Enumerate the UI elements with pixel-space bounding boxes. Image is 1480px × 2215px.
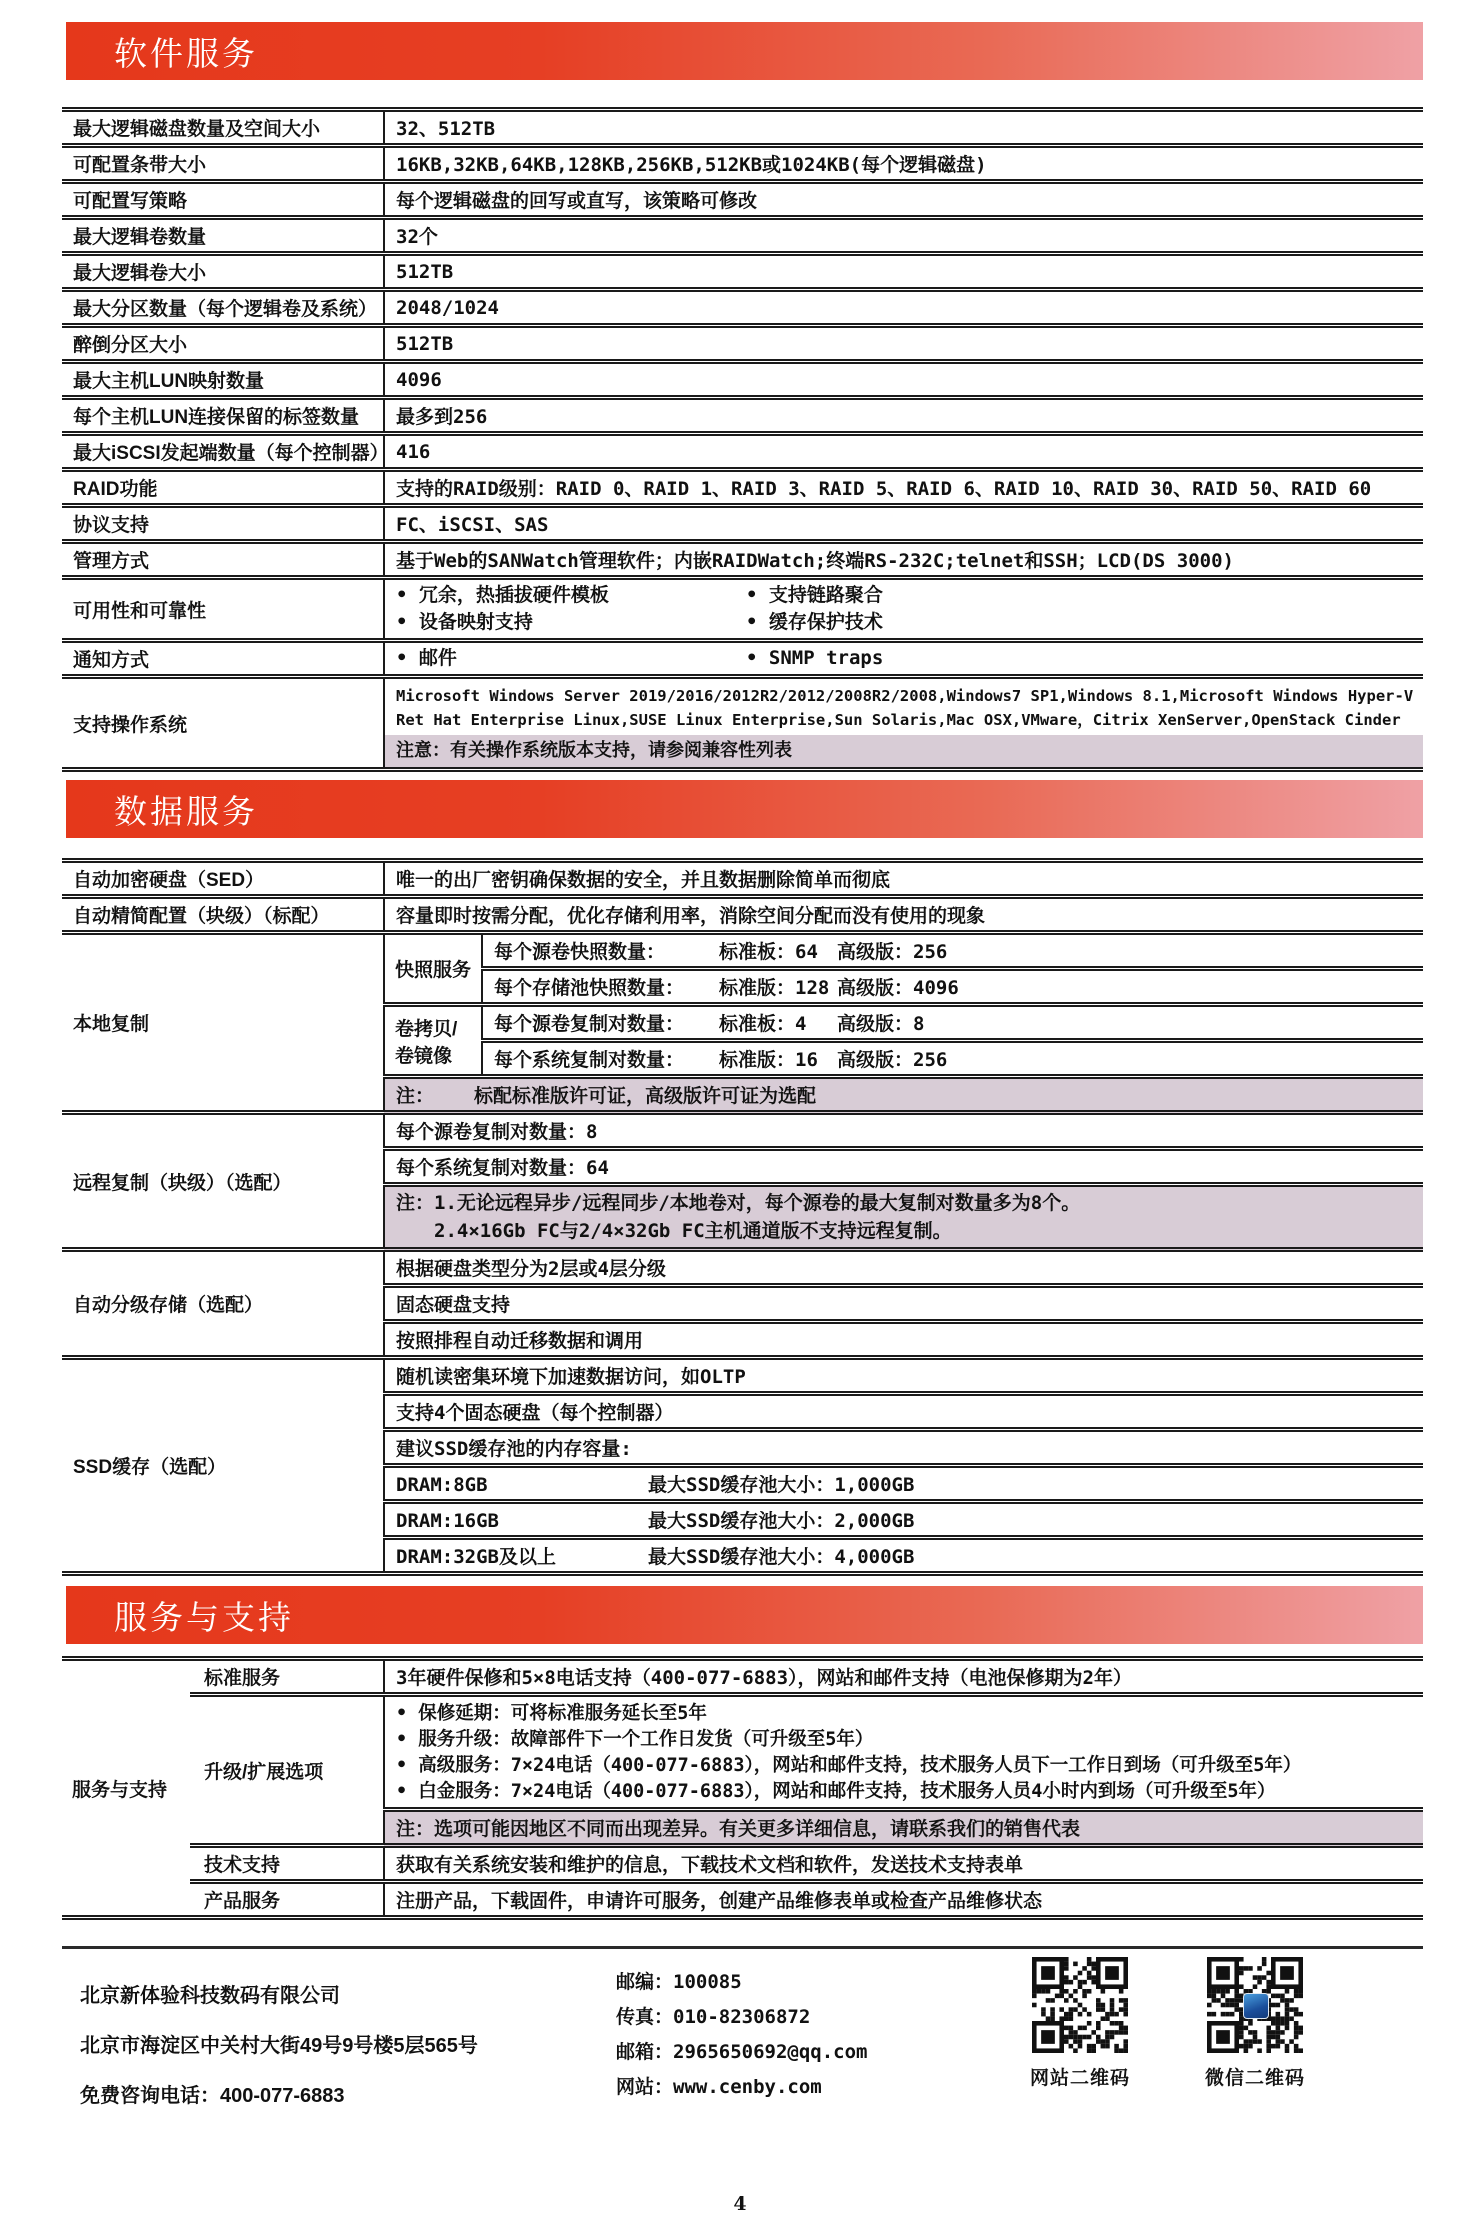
table-row-notification (62, 641, 1423, 677)
fax: 传真：010-82306872 (616, 2006, 811, 2028)
qr-label: 微信二维码 (1205, 2068, 1306, 2089)
section-title: 数据服务 (114, 792, 258, 830)
table-row (62, 110, 1423, 146)
row-value: 最多到256 (384, 398, 1423, 434)
qr-label: 网站二维码 (1030, 2068, 1131, 2089)
row-value: 随机读密集环境下加速数据访问，如OLTP (384, 1358, 1423, 1394)
row-label: 管理方式 (62, 542, 384, 578)
ssd-pool-max: 最大SSD缓存池大小：4,000GB (648, 1546, 915, 1568)
row-value: 每个系统复制对数量：64 (384, 1149, 1423, 1185)
note-row (384, 1077, 1423, 1113)
row-label: 每个主机LUN连接保留的标签数量 (62, 398, 384, 434)
os-list-line: Microsoft Windows Server 2019/2016/2012R2/2012/2008R2/2008,Windows7 SP1,Windows 8.1,Microsoft Windows Hyper-V (396, 687, 1414, 705)
row-label: 远程复制（块级）（选配） (62, 1113, 384, 1250)
table-row-remote-replication (62, 1113, 1423, 1149)
row-value: 建议SSD缓存池的内存容量: (384, 1430, 1423, 1466)
section-header-software (66, 22, 1423, 80)
row-value: 注册产品，下载固件，申请许可服务，创建产品维修表单或检查产品维修状态 (384, 1882, 1423, 1918)
row-value: 唯一的出厂密钥确保数据的安全，并且数据删除简单而彻底 (384, 861, 1423, 897)
bullet-item: • 保修延期：可将标准服务延长至5年 (396, 1701, 1415, 1727)
row-value: 基于Web的SANWatch管理软件；内嵌RAIDWatch;终端RS-232C;telnet和SSH；LCD(DS 3000) (384, 542, 1423, 578)
page-number: 4 (733, 2193, 747, 2215)
bullet-item: • 支持链路聚合 (746, 582, 883, 609)
row-value (384, 677, 1423, 770)
row-value: 4096 (384, 362, 1423, 398)
table-row (62, 897, 1423, 933)
wechat-qr-block (1205, 1957, 1305, 2090)
row-value: 固态硬盘支持 (384, 1286, 1423, 1322)
wechat-qr-code-icon (1207, 1957, 1303, 2053)
bullet-item: • 冗余，热插拔硬件模板 (396, 582, 746, 609)
contact-info (616, 1965, 867, 2105)
section-title: 软件服务 (114, 34, 258, 72)
row-label: 最大分区数量（每个逻辑卷及系统） (62, 290, 384, 326)
ssd-pool-max: 最大SSD缓存池大小：2,000GB (648, 1510, 915, 1532)
note-row (384, 1185, 1423, 1250)
table-row-standard-service (62, 1659, 1423, 1695)
ssd-pool-max: 最大SSD缓存池大小：1,000GB (648, 1474, 915, 1496)
row-value: 每个逻辑磁盘的回写或直写，该策略可修改 (384, 182, 1423, 218)
website-qr-code-icon (1032, 1957, 1128, 2053)
section-header-support (66, 1586, 1423, 1644)
row-value: 根据硬盘类型分为2层或4层分级 (384, 1250, 1423, 1286)
row-value: 每个源卷复制对数量：8 (384, 1113, 1423, 1149)
row-label: 自动精简配置（块级）（标配） (62, 897, 384, 933)
row-value: 支持的RAID级别：RAID 0、RAID 1、RAID 3、RAID 5、RAID 6、RAID 10、RAID 30、RAID 50、RAID 60 (384, 470, 1423, 506)
bullet-item: • 服务升级：故障部件下一个工作日发货（可升级至5年） (396, 1727, 1415, 1753)
metric-advanced: 高级版：256 (837, 941, 948, 963)
table-row-os (62, 677, 1423, 770)
row-label: 可配置条带大小 (62, 146, 384, 182)
service-support-table (62, 1656, 1423, 1920)
sub-label-volume-copy: 卷拷贝/ 卷镜像 (384, 1005, 482, 1077)
bullet-item: • 设备映射支持 (396, 609, 746, 636)
section-title: 服务与支持 (114, 1598, 294, 1636)
sub-label-snapshot: 快照服务 (384, 933, 482, 1005)
row-value: 2048/1024 (384, 290, 1423, 326)
row-value (482, 969, 1423, 1005)
row-label: 通知方式 (62, 641, 384, 677)
dram-size: DRAM:8GB (396, 1474, 488, 1496)
row-value: 512TB (384, 326, 1423, 362)
row-label: 最大主机LUN映射数量 (62, 362, 384, 398)
website: 网站：www.cenby.com (616, 2076, 822, 2098)
company-address: 北京市海淀区中关村大街49号9号楼5层565号 (80, 2035, 478, 2057)
table-row-ssd-cache (62, 1358, 1423, 1394)
group-label: 服务与支持 (62, 1659, 190, 1918)
metric-standard: 标准板：64 (719, 941, 818, 963)
row-label: 可配置写策略 (62, 182, 384, 218)
metric-name: 每个源卷复制对数量： (494, 1013, 685, 1035)
company-name: 北京新体验科技数码有限公司 (80, 1985, 340, 2007)
row-value (384, 1538, 1423, 1574)
metric-advanced: 高级版：8 (837, 1013, 925, 1035)
section-header-data (66, 780, 1423, 838)
row-label: 技术支持 (190, 1846, 384, 1882)
row-value: FC、iSCSI、SAS (384, 506, 1423, 542)
table-row (62, 218, 1423, 254)
website-qr-block (1030, 1957, 1130, 2090)
software-services-table (62, 107, 1423, 772)
row-value (482, 1041, 1423, 1077)
row-label: 最大iSCSI发起端数量（每个控制器） (62, 434, 384, 470)
row-label: 自动分级存储（选配） (62, 1250, 384, 1358)
row-value: 32个 (384, 218, 1423, 254)
row-label: 自动加密硬盘（SED） (62, 861, 384, 897)
os-note: 注意：有关操作系统版本支持，请参阅兼容性列表 (385, 735, 1423, 767)
row-label: 本地复制 (62, 933, 384, 1113)
metric-standard: 标准版：128 (719, 977, 830, 999)
footer (0, 1949, 1480, 2159)
bullet-item: • 缓存保护技术 (746, 609, 883, 636)
row-value: 416 (384, 434, 1423, 470)
table-row-auto-tiering (62, 1250, 1423, 1286)
row-label: 最大逻辑磁盘数量及空间大小 (62, 110, 384, 146)
row-label: 可用性和可靠性 (62, 578, 384, 641)
table-row (62, 434, 1423, 470)
row-value: 3年硬件保修和5×8电话支持（400-077-6883），网站和邮件支持（电池保修期为2年） (384, 1659, 1423, 1695)
row-value (482, 933, 1423, 969)
company-phone: 免费咨询电话：400-077-6883 (80, 2085, 345, 2107)
company-info (80, 1971, 478, 2121)
table-row (62, 362, 1423, 398)
metric-advanced: 高级版：256 (837, 1049, 948, 1071)
postcode: 邮编：100085 (616, 1971, 742, 1993)
note-prefix: 注： (396, 1085, 435, 1107)
row-value (384, 578, 1423, 641)
table-row (62, 861, 1423, 897)
note-text: 标配标准版许可证，高级版许可证为选配 (474, 1085, 817, 1107)
table-row (62, 290, 1423, 326)
metric-standard: 标准板：4 (719, 1013, 807, 1035)
bullet-item: • SNMP traps (746, 645, 883, 672)
metric-name: 每个存储池快照数量： (494, 977, 685, 999)
note-text: 注：1.无论远程异步/远程同步/本地卷对，每个源卷的最大复制对数量多为8个。 (396, 1192, 1081, 1214)
row-value (384, 1466, 1423, 1502)
note-row: 注：选项可能因地区不同而出现差异。有关更多详细信息，请联系我们的销售代表 (384, 1810, 1423, 1846)
row-label: SSD缓存（选配） (62, 1358, 384, 1574)
table-row (62, 470, 1423, 506)
row-label: 醉倒分区大小 (62, 326, 384, 362)
bullet-item: • 高级服务：7×24电话（400-077-6883），网站和邮件支持，技术服务人员下一工作日到场（可升级至5年） (396, 1753, 1415, 1779)
datasheet-page (0, 22, 1480, 2215)
row-value: 16KB,32KB,64KB,128KB,256KB,512KB或1024KB(每个逻辑磁盘) (384, 146, 1423, 182)
metric-name: 每个源卷快照数量： (494, 941, 666, 963)
row-value: 512TB (384, 254, 1423, 290)
row-label: 最大逻辑卷数量 (62, 218, 384, 254)
wechat-logo-icon (1243, 1993, 1269, 2019)
row-value: 支持4个固态硬盘（每个控制器） (384, 1394, 1423, 1430)
email: 邮箱：2965650692@qq.com (616, 2041, 868, 2063)
metric-advanced: 高级版：4096 (837, 977, 959, 999)
row-label: 产品服务 (190, 1882, 384, 1918)
row-value: 按照排程自动迁移数据和调用 (384, 1322, 1423, 1358)
row-label: 支持操作系统 (62, 677, 384, 770)
metric-name: 每个系统复制对数量： (494, 1049, 685, 1071)
row-value (384, 641, 1423, 677)
table-row (62, 542, 1423, 578)
row-value (384, 1502, 1423, 1538)
dram-size: DRAM:32GB及以上 (396, 1546, 556, 1568)
table-row-product-service (62, 1882, 1423, 1918)
row-label: 协议支持 (62, 506, 384, 542)
os-list-line: Ret Hat Enterprise Linux,SUSE Linux Enterprise,Sun Solaris,Mac OSX,VMware，Citrix XenServer,OpenStack Cinder (396, 711, 1401, 729)
data-services-table (62, 858, 1423, 1576)
bullet-item: • 邮件 (396, 645, 746, 672)
table-row-upgrade-options (62, 1695, 1423, 1810)
row-label: 升级/扩展选项 (190, 1695, 384, 1846)
metric-standard: 标准版：16 (719, 1049, 818, 1071)
dram-size: DRAM:16GB (396, 1510, 499, 1532)
row-value: 容量即时按需分配，优化存储利用率，消除空间分配而没有使用的现象 (384, 897, 1423, 933)
table-row-availability (62, 578, 1423, 641)
table-row (62, 506, 1423, 542)
table-row-tech-support (62, 1846, 1423, 1882)
table-row-local-replication (62, 933, 1423, 969)
table-row (62, 182, 1423, 218)
row-value: 获取有关系统安装和维护的信息，下载技术文档和软件，发送技术支持表单 (384, 1846, 1423, 1882)
table-row (62, 326, 1423, 362)
row-value (384, 1695, 1423, 1810)
table-row (62, 146, 1423, 182)
row-label: 标准服务 (190, 1659, 384, 1695)
row-value: 32、512TB (384, 110, 1423, 146)
bullet-item: • 白金服务：7×24电话（400-077-6883），网站和邮件支持，技术服务人员4小时内到场（可升级至5年） (396, 1779, 1415, 1805)
row-value (482, 1005, 1423, 1041)
table-row (62, 254, 1423, 290)
note-text: 2.4×16Gb FC与2/4×32Gb FC主机通道版不支持远程复制。 (434, 1220, 952, 1242)
row-label: RAID功能 (62, 470, 384, 506)
table-row (62, 398, 1423, 434)
row-label: 最大逻辑卷大小 (62, 254, 384, 290)
